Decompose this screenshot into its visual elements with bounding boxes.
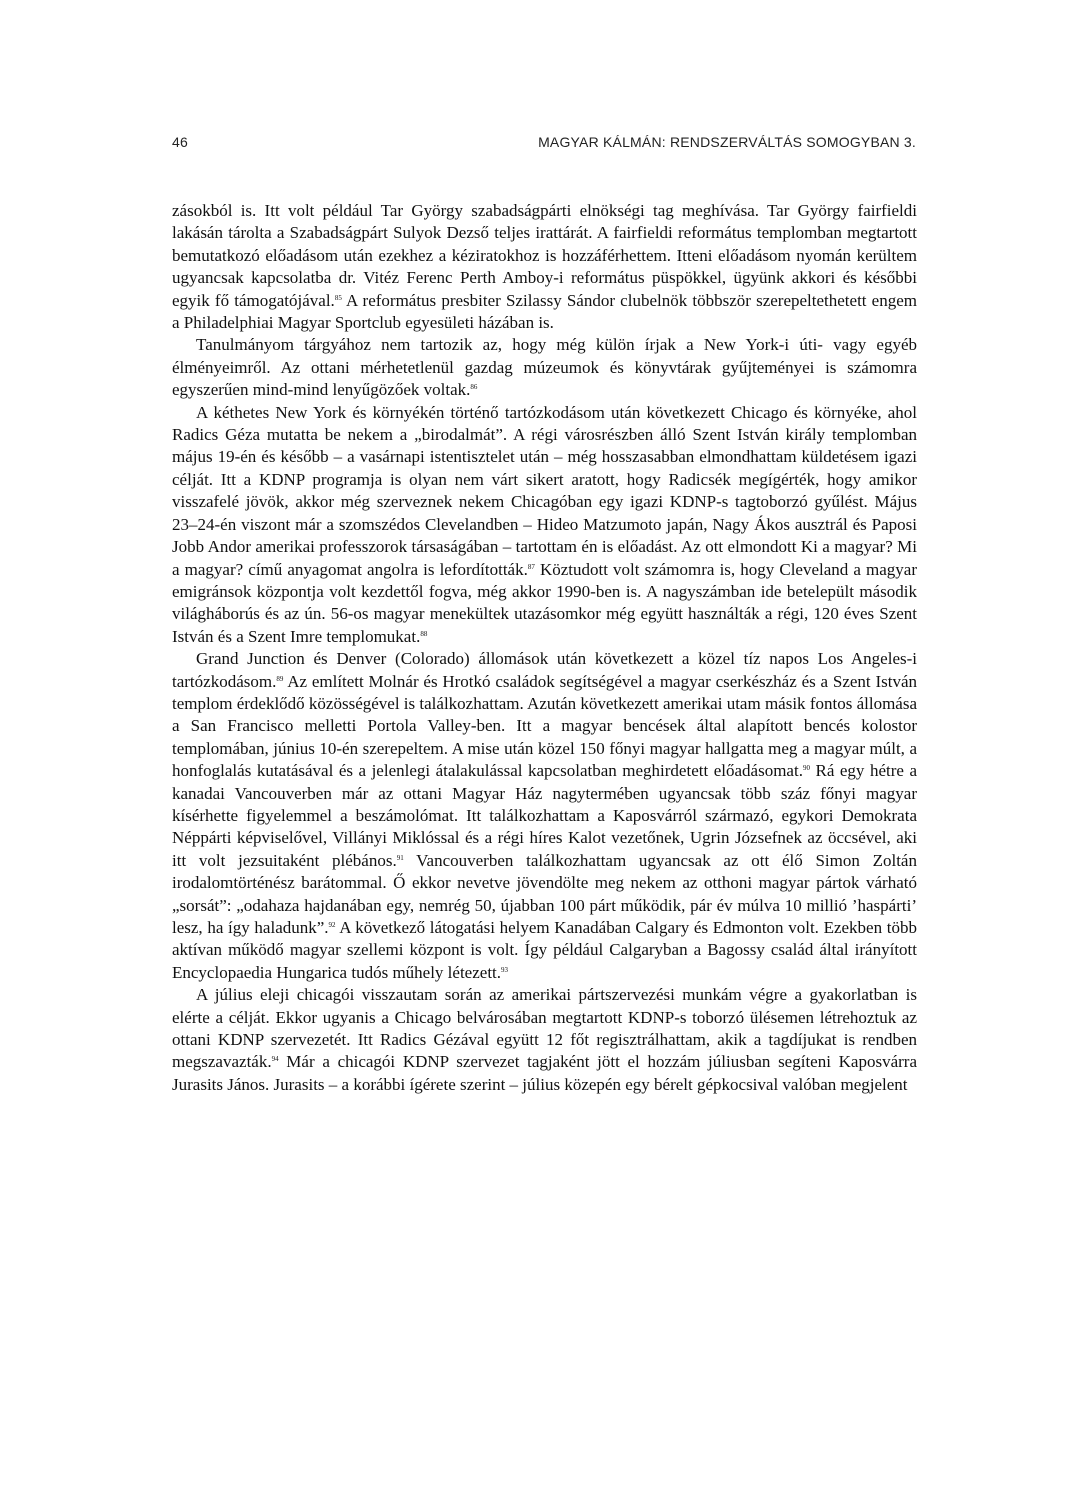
footnote-ref: 94 (271, 1055, 279, 1064)
paragraph-3: A kéthetes New York és környékén történő tartózkodásom után következett Chicago és környéke, ahol Radics Géza mutatta be nekem a „birodalmát”. A régi városrészben álló Szent István király templomban május 19-én és később – a vasárnapi istentisztelet után – még hosszasabban elmondhattam küldetésem igazi célját. Itt a KDNP programja is olyan nem várt sikert aratott, hogy Radicsék megígérték, hogy amikor visszafelé jövök, akkor még szerveznek nekem Chicagóban egy igazi KDNP-s tagtoborzó gyűlést. Május 23–24-én viszont már a szomszédos Clevelandben – Hideo Matzumoto japán, Nagy Ákos ausztrál és Paposi Jobb Andor amerikai professzorok társaságában – tartottam én is előadást. Az ott elmondott Ki a magyar? Mi a magyar? című anyagomat angolra is lefordították.$^{87}$ Köztudott volt számomra is, hogy Cleveland a magyar emigránsok központja volt kezdettől fogva, még akkor 1990-ben is. A nagyszámban ide betelepült második világháborús és az ún. 56-os magyar menekültek utazásomkor még együtt használták a régi, 120 éves Szent István és a Szent Imre templomukat.$^{88}$ (172, 402, 918, 646)
paragraph-4: Grand Junction és Denver (Colorado) állomások után következett a közel tíz napos Los Angeles-i tartózkodásom.$^{89}$ Az említett Molnár és Hrotkó családok segítségével a magyar cserkészház és a Szent István templom érdeklődő közösségével is találkozhattam. Azután következett amerikai utam másik fontos állomása a San Francisco melletti Portola Valley-ben. Itt a magyar bencések által alapított bencés kolostor templomában, június 10-én szerepeltem. A mise után közel 150 főnyi magyar hallgatta meg a magyar múlt, a honfoglalás kutatásával és a jelenlegi átalakulással kapcsolatban meghirdetett előadásomat.$^{90}$ Rá egy hétre a kanadai Vancouverben már az ottani Magyar Ház nagytermében ugyancsak több száz főnyi magyar kísérhette figyelemmel a beszámolómat. Itt találkozhattam a Kaposvárról származó, egykori Demokrata Néppárti képviselővel, Villányi Miklóssal és a régi híres Kalot vezetőnek, Ugrin Józsefnek az öccsével, aki itt volt jezsuitaként plébános.$^{91}$ Vancouverben találkozhattam ugyancsak az ott élő Simon Zoltán irodalomtörténész barátommal. Ő ekkor nevetve jövendölte meg nekem az otthoni magyar pártok várható „sorsát”: „odahaza hajdanában egy, nemrég 50, újabban 100 párt működik, pár év múlva 10 millió ’haspárti’ lesz, ha így haladunk”.$^{92}$ A következő látogatási helyem Kanadában Calgary és Edmonton volt. Ezekben több aktívan működő magyar szellemi központ is volt. Így például Calgaryban a Bagossy család által irányított Encyclopaedia Hungarica tudós műhely létezett.$^{93}$ (172, 649, 918, 982)
paragraph-2: Tanulmányom tárgyához nem tartozik az, hogy még külön írjak a New York-i úti- vagy egyéb élményeimről. Az ottani mérhetetlenül gazdag múzeumok és könyvtárak gyűjteményei is számomra egyszerűen mind-mind lenyűgözőek voltak.$^{86}$ (172, 335, 917, 400)
paragraph-5: A július eleji chicagói visszautam során az amerikai pártszervezési munkám végre a gyakorlatban is elérte a célját. Ekkor ugyanis a Chicago belvárosában megtartott KDNP-s toborzó ülésemen létrehoztuk az ottani KDNP szervezetét. Itt Radics Gézával együtt 12 főt regisztrálhattam, akik a tagdíjukat is rendben megszavazták.$^{94}$ Már a chicagói KDNP szervezet tagjaként jött el hozzám júliusban segíteni Kaposvárra Jurasits János. Jurasits – a korábbi ígérete szerint – július közepén egy bérelt gépkocsival valóban megjelent (172, 985, 917, 1094)
footnote-ref: 92 (328, 921, 336, 929)
footnote-ref: 85 (334, 293, 342, 302)
footnote-ref: 91 (396, 853, 404, 862)
running-header (172, 134, 916, 150)
footnote-ref: 90 (802, 764, 810, 773)
footnote-ref: 89 (276, 674, 284, 683)
footnote-ref: 88 (420, 629, 428, 638)
body-text (172, 200, 917, 1096)
running-title: MAGYAR KÁLMÁN: RENDSZERVÁLTÁS SOMOGYBAN 3. (538, 134, 916, 150)
paragraph-1: zásokból is. Itt volt például Tar György szabadságpárti elnökségi tag meghívása. Tar György fairfieldi lakásán tárolta a Szabadságpárt Sulyok Dezső teljes irattárát. A fairfieldi református templomban megtartott bemutatkozó előadásom után ezekhez a kéziratokhoz is hozzáférhettem. Itteni előadásom nyomán kerültem ugyancsak kapcsolatba dr. Vitéz Ferenc Perth Amboy-i református püspökkel, ügyünk akkori és későbbi egyik fő támogatójával.$^{85}$ A református presbiter Szilassy Sándor clubelnök többször szerepeltethetett engem a Philadelphiai Magyar Sportclub egyesületi házában is. (172, 201, 917, 333)
page-number: 46 (172, 134, 188, 150)
footnote-ref: 93 (501, 965, 509, 974)
footnote-ref: 87 (527, 562, 535, 571)
footnote-ref: 86 (470, 383, 478, 392)
